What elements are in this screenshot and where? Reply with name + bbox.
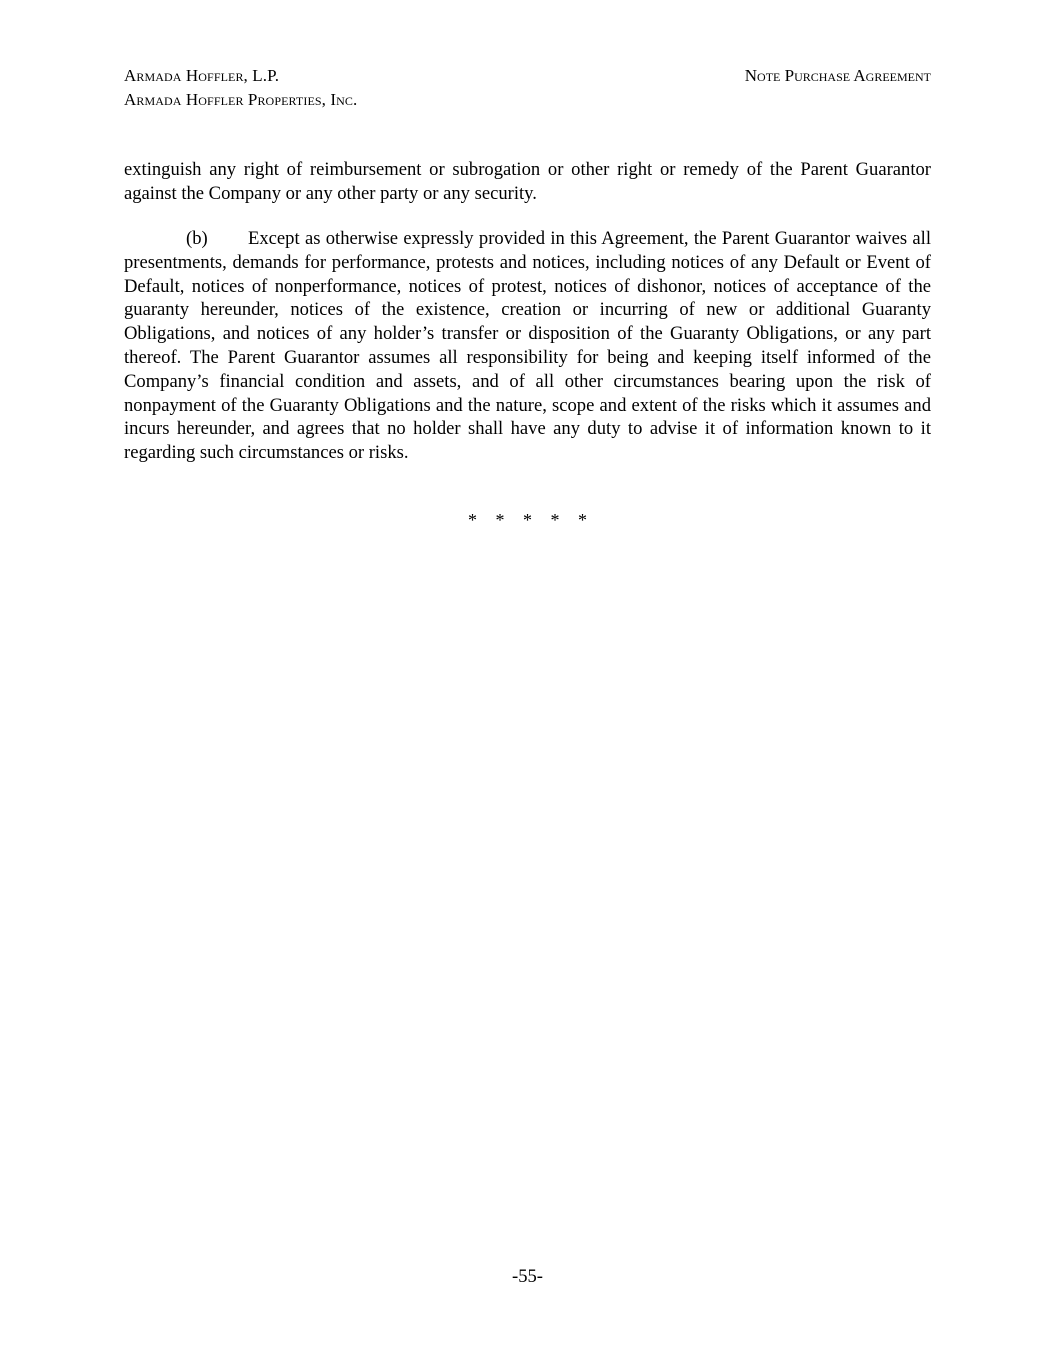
section-separator: * * * * * bbox=[468, 510, 587, 530]
paragraph-label: (b) bbox=[186, 228, 208, 249]
header-party-2: Armada Hoffler Properties, Inc. bbox=[124, 90, 358, 109]
paragraph-b bbox=[124, 227, 931, 465]
header-parties bbox=[124, 64, 357, 112]
page-number: -55- bbox=[512, 1266, 543, 1287]
header-party-1: Armada Hoffler, L.P. bbox=[124, 66, 280, 85]
paragraph-continuation: extinguish any right of reimbursement or subrogation or other right or remedy of the Parent Guarantor against the Company or any other party or any security. bbox=[124, 159, 931, 204]
header-document-title: Note Purchase Agreement bbox=[744, 66, 931, 85]
paragraph-b-text: Except as otherwise expressly provided in this Agreement, the Parent Guarantor waives all presentments, demands for performance, protests and notices, including notices of any Default or Event of Default, notices of nonperformance, notices of protest, notices of dishonor, notices of acceptance of the guaranty hereunder, notices of the existence, creation or incurring of new or additional Guaranty Obligations, and notices of any holder’s transfer or disposition of the Guaranty Obligations, or any part thereof. The Parent Guarantor assumes all responsibility for being and keeping itself informed of the Company’s financial condition and assets, and of all other circumstances bearing upon the risk of nonpayment of the Guaranty Obligations and the nature, scope and extent of the risks which it assumes and incurs hereunder, and agrees that no holder shall have any duty to advise it of information known to it regarding such circumstances or risks. bbox=[124, 228, 931, 464]
